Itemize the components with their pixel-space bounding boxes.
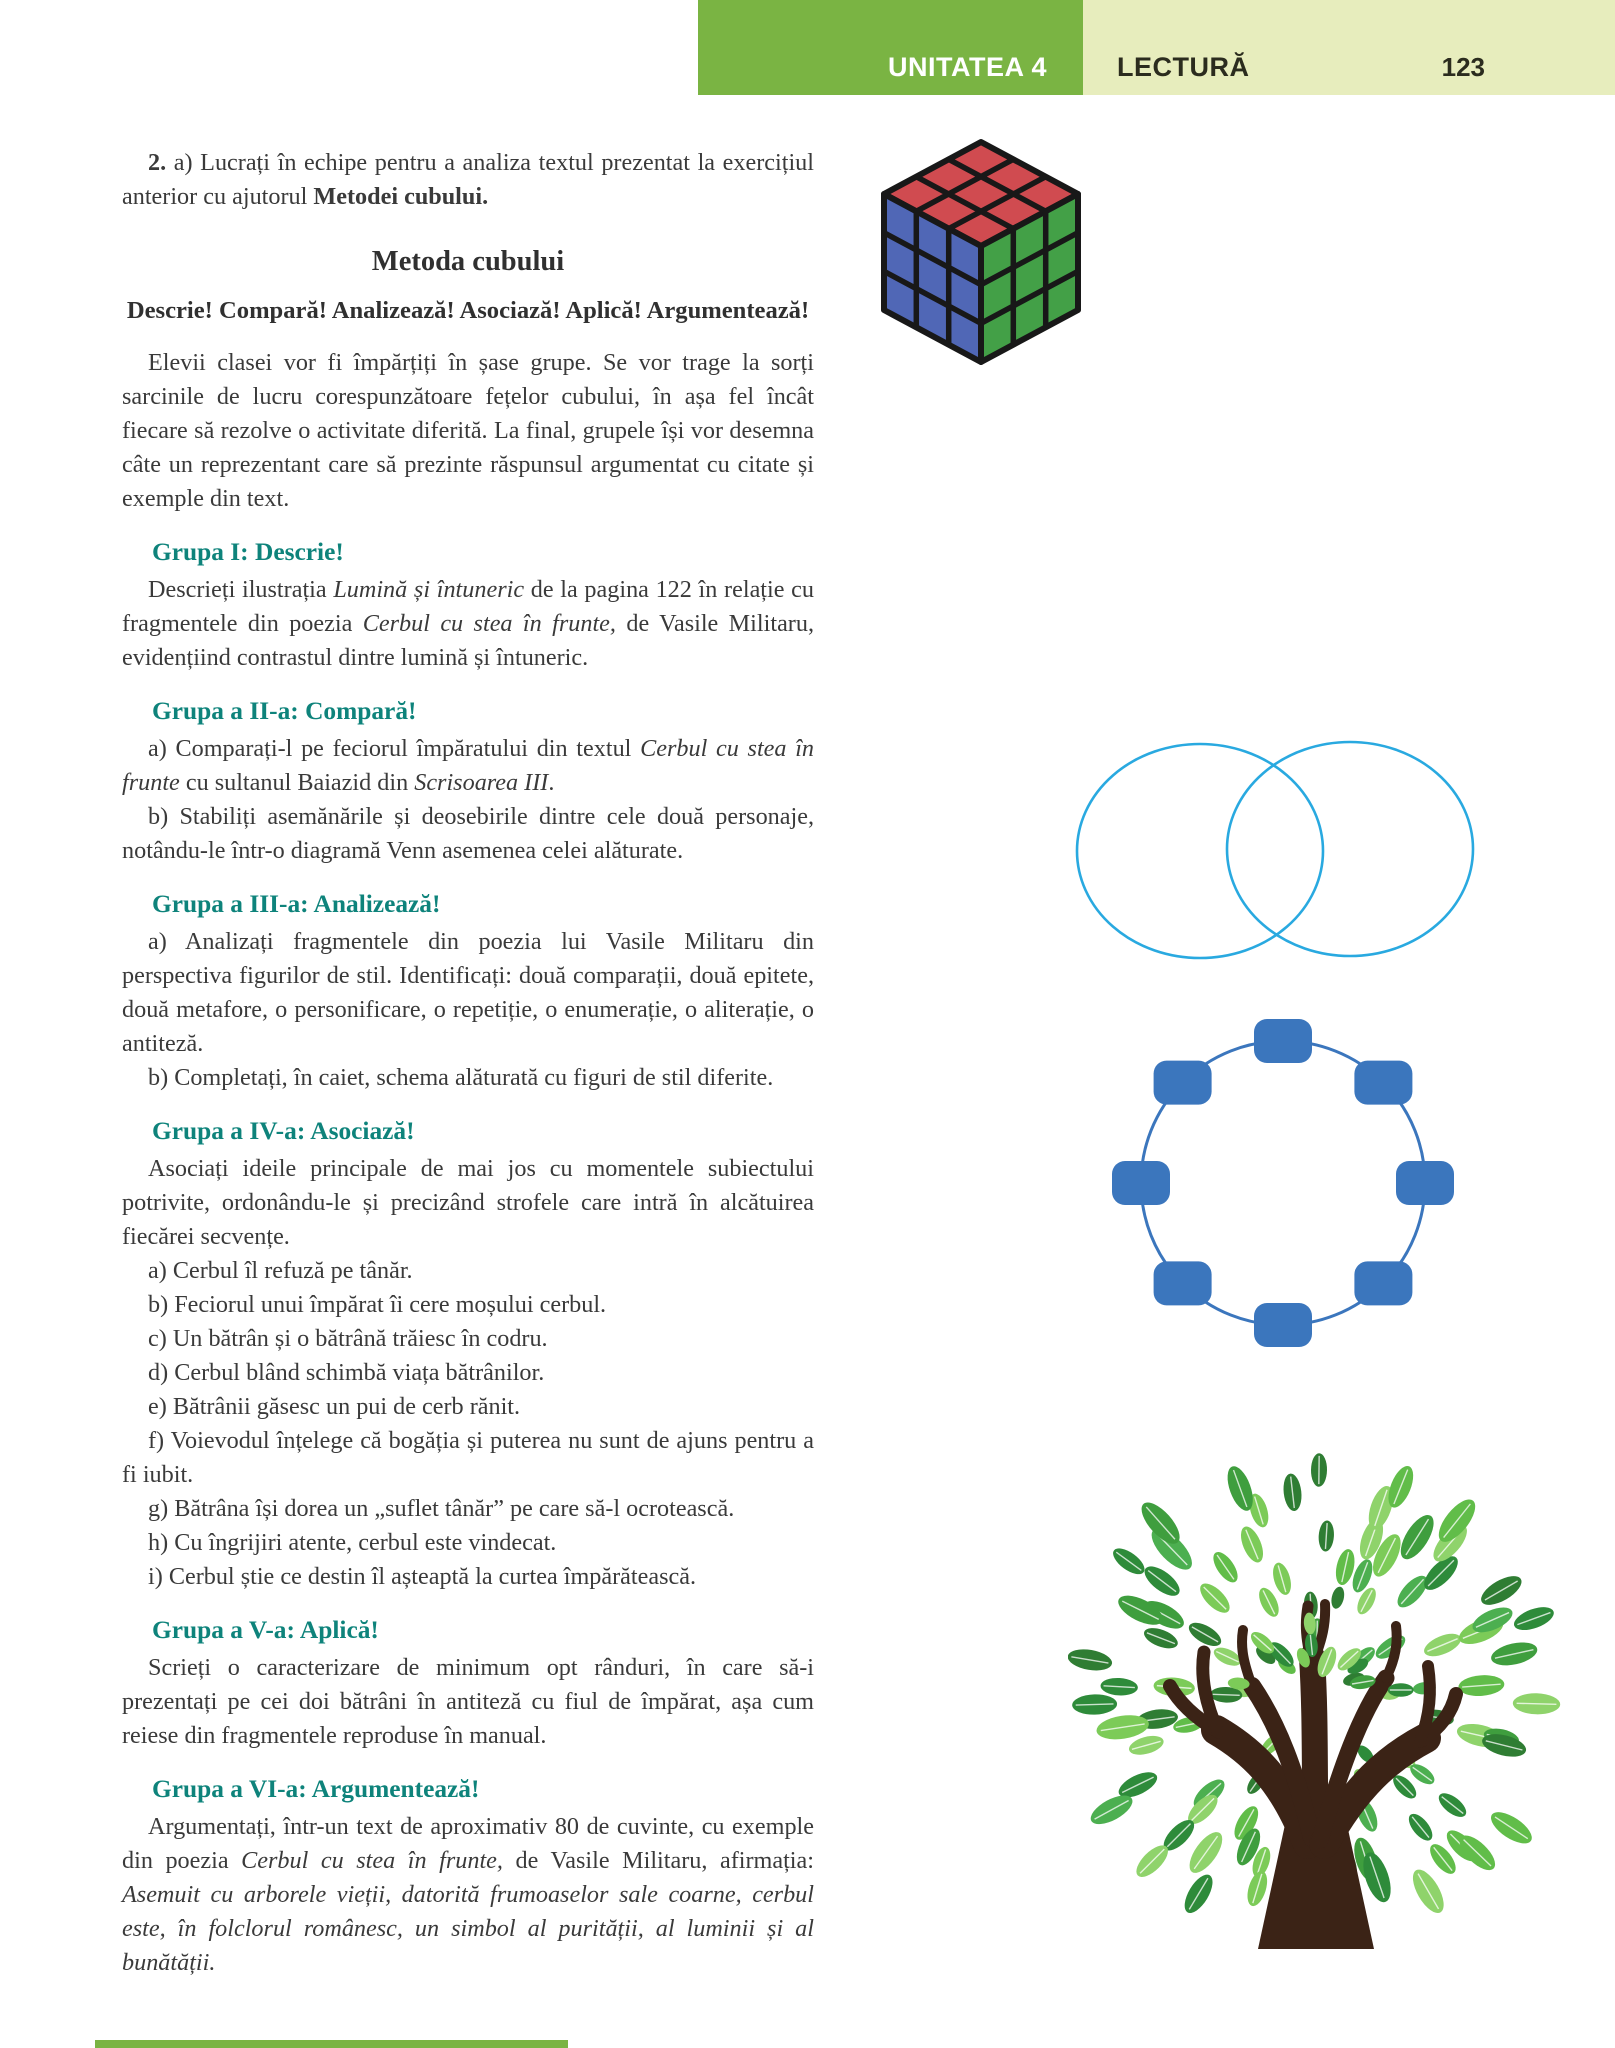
section-heading-grupa-1: Grupa I: Descrie! bbox=[152, 538, 344, 566]
list-item: a) Cerbul îl refuză pe tânăr. bbox=[148, 1257, 413, 1284]
section-banner bbox=[1083, 0, 1615, 95]
venn-diagram-image bbox=[1062, 733, 1492, 969]
list-item: f) Voievodul înțelege că bogăția și puterea nu sunt de ajuns pentru a fi iubit. bbox=[122, 1427, 814, 1488]
cycle-scheme-image bbox=[1085, 987, 1481, 1383]
section-heading-grupa-2: Grupa a II-a: Compară! bbox=[152, 697, 417, 725]
group-sections bbox=[122, 534, 814, 1980]
section-paragraph: Asociați ideile principale de mai jos cu momentele subiectului potrivite, ordonându-le și precizând strofele care intră în alcătuirea fiecărei secvențe. bbox=[122, 1155, 814, 1250]
method-description: Elevii clasei vor fi împărțiți în șase grupe. Se vor trage la sorți sarcinile de lucru corespunzătoare fețelor cubului, în așa fel încât fiecare să rezolve o activitate diferită. La final, grupele își vor desemna câte un reprezentant care să prezinte răspunsul argumentat cu citate și exemple din text. bbox=[122, 349, 814, 512]
section-paragraph: b) Completați, în caiet, schema alăturată cu figuri de stil diferite. bbox=[148, 1064, 774, 1091]
cycle-node bbox=[1354, 1061, 1412, 1105]
cycle-node bbox=[1254, 1303, 1312, 1347]
list-item: c) Un bătrân și o bătrână trăiesc în codru. bbox=[148, 1325, 548, 1352]
section-label: LECTURĂ bbox=[1117, 52, 1250, 82]
method-subtitle: Descrie! Compară! Analizează! Asociază! Aplică! Argumentează! bbox=[126, 297, 810, 324]
section-paragraph: b) Stabiliți asemănările și deosebirile dintre cele două personaje, notându-le într-o diagramă Venn asemenea celei alăturate. bbox=[122, 803, 814, 864]
list-item: i) Cerbul știe ce destin îl așteaptă la curtea împărătească. bbox=[148, 1563, 696, 1590]
main-text-column bbox=[122, 146, 814, 1980]
section-paragraph: a) Analizați fragmentele din poezia lui Vasile Militaru din perspectiva figurilor de stil. Identificați: două comparații, două epitete, două metafore, o personificare, o repetiție, o enumerație, o aliterație, o antiteză. bbox=[122, 928, 814, 1057]
tree-illustration bbox=[1068, 1452, 1568, 1952]
cycle-node bbox=[1154, 1261, 1212, 1305]
section-heading-grupa-6: Grupa a VI-a: Argumentează! bbox=[152, 1775, 480, 1803]
section-paragraph: Descrieți ilustrația Lumină și întuneric de la pagina 122 în relație cu fragmentele din poezia Cerbul cu stea în frunte, de Vasile Militaru, evidențiind contrastul dintre lumină și întuneric. bbox=[122, 576, 814, 671]
unit-banner bbox=[698, 0, 1083, 95]
method-title: Metoda cubului bbox=[371, 246, 565, 277]
list-item: d) Cerbul blând schimbă viața bătrânilor. bbox=[148, 1359, 545, 1386]
cycle-node bbox=[1396, 1161, 1454, 1205]
list-item: g) Bătrâna își dorea un „suflet tânăr” pe care să-l ocrotească. bbox=[148, 1495, 735, 1522]
footer-green-strip bbox=[95, 2040, 568, 2048]
unit-label: UNITATEA 4 bbox=[888, 52, 1047, 82]
list-item: e) Bătrânii găsesc un pui de cerb rănit. bbox=[148, 1393, 521, 1420]
section-heading-grupa-3: Grupa a III-a: Analizează! bbox=[152, 890, 441, 918]
list-item: b) Feciorul unui împărat îi cere moșului cerbul. bbox=[148, 1291, 607, 1318]
section-heading-grupa-5: Grupa a V-a: Aplică! bbox=[152, 1616, 379, 1644]
page-number: 123 bbox=[1441, 52, 1485, 82]
cycle-node bbox=[1112, 1161, 1170, 1205]
section-heading-grupa-4: Grupa a IV-a: Asociază! bbox=[152, 1117, 415, 1145]
section-paragraph: Scrieți o caracterizare de minimum opt rânduri, în care să-i prezentați pe cei doi bătrâni în antiteză cu fiul de împărat, așa cum reiese din fragmentele reproduse în manual. bbox=[122, 1654, 814, 1749]
venn-right-circle bbox=[1227, 742, 1473, 956]
section-paragraph: a) Comparați-l pe feciorul împăratului din textul Cerbul cu stea în frunte cu sultanul Baiazid din Scrisoarea III. bbox=[122, 735, 815, 796]
venn-left-circle bbox=[1077, 744, 1323, 958]
cycle-node bbox=[1354, 1261, 1412, 1305]
rubik-cube-image bbox=[868, 136, 1094, 368]
section-paragraph: Argumentați, într-un text de aproximativ 80 de cuvinte, cu exemple din poezia Cerbul cu stea în frunte, de Vasile Militaru, afirmația: Asemuit cu arborele vieții, datorită frumoaselor sale coarne, cerbul este, în folclorul românesc, un simbol al purității, al luminii și al bunătății. bbox=[122, 1813, 814, 1976]
list-item: h) Cu îngrijiri atente, cerbul este vindecat. bbox=[148, 1529, 557, 1556]
cycle-node bbox=[1254, 1019, 1312, 1063]
exercise-intro: 2. a) Lucrați în echipe pentru a analiza textul prezentat la exercițiul anterior cu ajutorul Metodei cubului. bbox=[122, 149, 814, 210]
cycle-node bbox=[1154, 1061, 1212, 1105]
